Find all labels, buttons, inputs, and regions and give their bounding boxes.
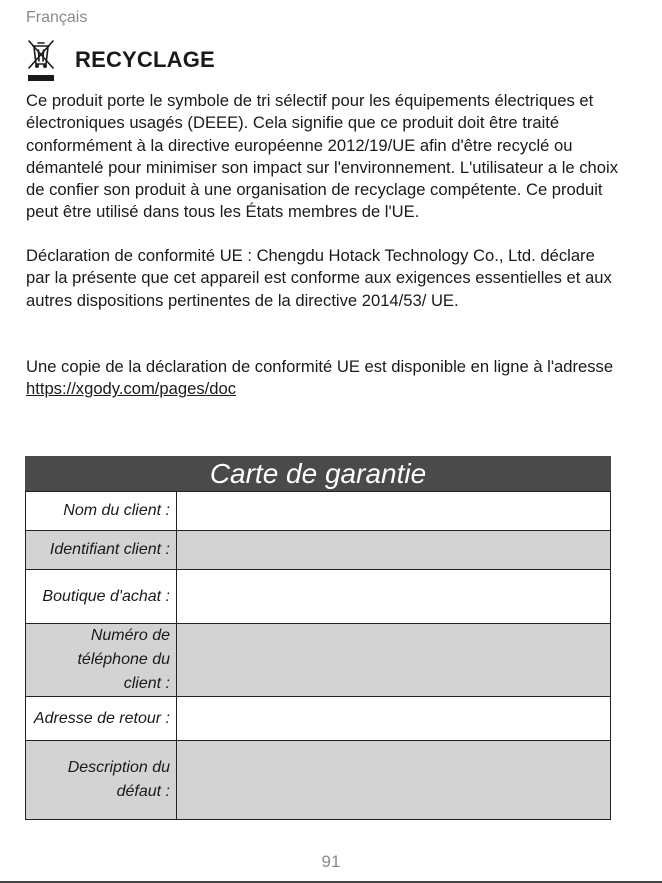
crossed-bin-icon [26,39,56,83]
recycling-paragraph: Ce produit porte le symbole de tri sélectif pour les équipements électriques et électroniques usagés (DEEE). Cela signifie que ce produit doit être traité conformément à la directive européenne 2012/19/UE afin d'être recyclé ou démantelé pour minimiser son impact sur l'environnement. L'utilisateur a le choix de confier son produit à une organisation de recyclage compétente. Ce produit peut être utilisé dans tous les États membres de l'UE. [26,91,619,222]
field-label: Adresse de retour : [26,697,177,740]
field-label: Description du défaut : [26,741,177,819]
phone-field[interactable] [177,624,610,696]
field-label: Identifiant client : [26,531,177,569]
conformity-declaration: Déclaration de conformité UE : Chengdu Hotack Technology Co., Ltd. déclare par la présente que cet appareil est conforme aux exigences essentielles et aux autres dispositions pertinentes de la directive 2014/53/ UE. [26,246,612,310]
field-label: Boutique d'achat : [26,570,177,623]
declaration-link[interactable]: https://xgody.com/pages/doc [26,379,236,399]
declaration-copy-text: Une copie de la déclaration de conformité UE est disponible en ligne à l'adresse [26,357,614,376]
warranty-row-phone [25,623,611,696]
warranty-row-return-address [25,696,611,740]
warranty-row-defect [25,740,611,820]
field-label: Numéro de téléphone du client : [26,624,177,696]
page-number: 91 [321,852,341,871]
defect-description-field[interactable] [177,741,610,819]
warranty-card-title: Carte de garantie [25,456,611,491]
declaration-copy-note [26,356,618,401]
field-label: Nom du client : [26,492,177,530]
warranty-row-customer-id [25,530,611,569]
customer-id-field[interactable] [177,531,610,569]
customer-name-field[interactable] [177,492,610,530]
warranty-row-customer-name [25,491,611,530]
language-label: Français [26,9,88,26]
warranty-row-store [25,569,611,623]
recycling-title: RECYCLAGE [75,47,215,72]
store-field[interactable] [177,570,610,623]
return-address-field[interactable] [177,697,610,740]
